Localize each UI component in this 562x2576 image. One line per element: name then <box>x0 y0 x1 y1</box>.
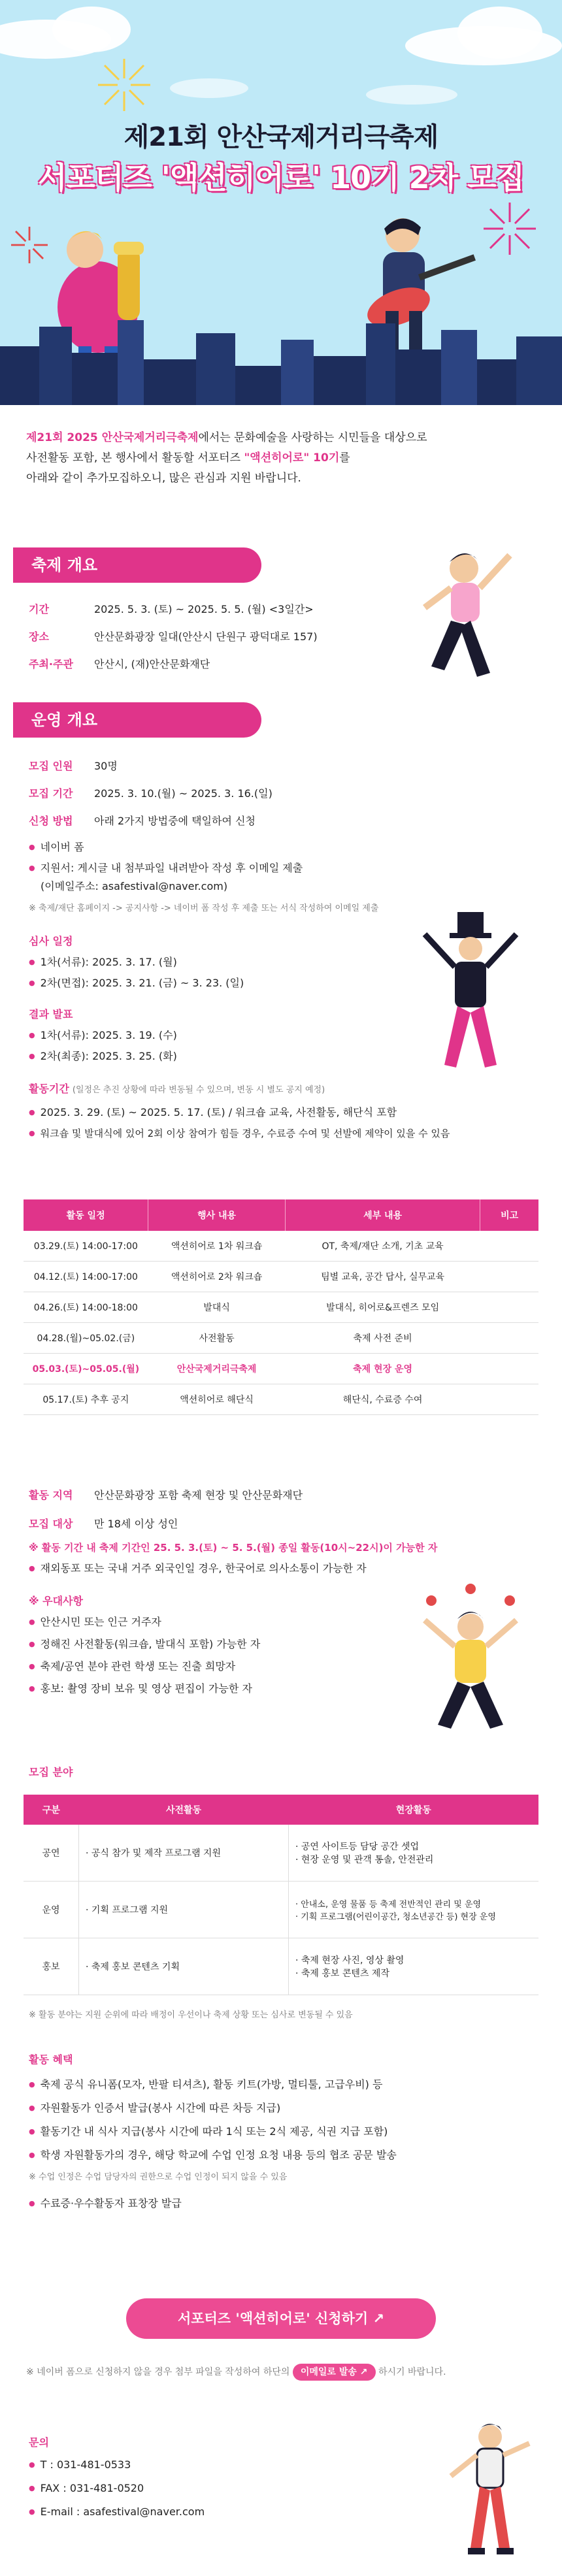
op-result-item: ● 1차(서류): 2025. 3. 19. (수) <box>29 1027 177 1044</box>
table-row: 04.12.(토) 14:00-17:00 액션히어로 2차 워크숍 팀별 교육, 공간 답사, 실무교육 <box>24 1262 538 1292</box>
op-method-note: ※ 축제/재단 홈페이지 -> 공지사항 -> 네이버 폼 작성 후 제출 또는 서식 작성하여 이메일 제출 <box>29 904 379 913</box>
intro-festival-name: 제21회 2025 안산국제거리극축제 <box>26 431 199 444</box>
table-row: 05.17.(토) 추후 공지 액션히어로 해단식 해단식, 수료증 수여 <box>24 1384 538 1415</box>
performer-hat-illustration <box>412 908 529 1071</box>
schedule-header: 행사 내용 <box>148 1199 286 1231</box>
detail-eligibility: 모집 대상 만 18세 이상 성인 <box>29 1518 178 1530</box>
recruit-header: 구분 <box>24 1795 79 1825</box>
firework-icon <box>477 196 542 261</box>
op-period: 모집 기간 2025. 3. 10.(월) ~ 2025. 3. 16.(일) <box>29 787 273 800</box>
op-result-item: ● 2차(최종): 2025. 3. 25. (화) <box>29 1048 177 1065</box>
op-method-item: ● 지원서: 게시글 내 첨부파일 내려받아 작성 후 이메일 제출 <box>29 860 303 877</box>
schedule-header: 비고 <box>480 1199 538 1231</box>
hero-title-line2: 서포터즈 '액션히어로' 10기 2차 모집 <box>38 160 524 195</box>
schedule-table <box>24 1199 538 1415</box>
overview-row-period: 기간 2025. 5. 3. (토) ~ 2025. 5. 5. (월) <3일간> <box>29 603 314 615</box>
op-screening-label: 심사 일정 <box>29 935 73 947</box>
firework-icon <box>91 52 157 118</box>
dancer-illustration <box>392 542 523 686</box>
city-skyline-illustration <box>0 314 562 405</box>
op-screening-item: ● 2차(면접): 2025. 3. 21. (금) ~ 3. 23. (일) <box>29 975 244 992</box>
recruit-header: 사전활동 <box>79 1795 289 1825</box>
benefit-item: ● 학생 자원활동가의 경우, 해당 학교에 수업 인정 요청 내용 등의 협조 공문 발송 <box>29 2147 397 2164</box>
pref-item: ● 홍보: 촬영 장비 보유 및 영상 편집이 가능한 자 <box>29 1680 252 1697</box>
contact-fax: ● FAX : 031-481-0520 <box>29 2480 144 2497</box>
op-method-email: (이메일주소: asafestival@naver.com) <box>41 880 228 892</box>
schedule-header: 세부 내용 <box>285 1199 480 1231</box>
hero-title-line1: 제21회 안산국제거리극축제 <box>124 122 438 152</box>
benefit-item: ● 수료증·우수활동자 표창장 발급 <box>29 2195 182 2212</box>
benefit-note: ※ 수업 인정은 수업 담당자의 권한으로 수업 인정이 되지 않을 수 있음 <box>29 2172 288 2182</box>
table-row: 05.03.(토)~05.05.(월) 안산국제거리극축제 축제 현장 운영 <box>24 1354 538 1384</box>
intro-line2a: 사전활동 포함, 본 행사에서 활동할 서포터즈 <box>26 451 244 465</box>
detail-eligibility-warning: ※ 활동 기간 내 축제 기간인 25. 5. 3.(토) ~ 5. 5.(월) 종일 활동(10시~22시)이 가능한 자 <box>29 1542 438 1554</box>
intro-line1: 에서는 문화예술을 사랑하는 시민들을 대상으로 <box>198 431 427 444</box>
table-row: 03.29.(토) 14:00-17:00 액션히어로 1차 워크숍 OT, 축제/재단 소개, 기초 교육 <box>24 1231 538 1262</box>
section-header-operation: 운영 개요 <box>13 702 261 738</box>
section-header-overview: 축제 개요 <box>13 547 261 583</box>
intro-line2b: 를 <box>339 451 350 465</box>
email-note: ※ 네이버 폼으로 신청하지 않을 경우 첨부 파일을 작성하여 하단의 이메일로 발송 ↗ 하시기 바랍니다. <box>26 2364 446 2381</box>
juggler-illustration <box>405 1581 536 1731</box>
op-method-item: ● 네이버 폼 <box>29 839 84 856</box>
pref-item: ● 축제/공연 분야 관련 학생 또는 진출 희망자 <box>29 1658 235 1675</box>
detail-area: 활동 지역 안산문화광장 포함 축제 현장 및 안산문화재단 <box>29 1489 303 1501</box>
intro-text <box>26 428 549 489</box>
intro-supporter-name: "액션히어로" 10기 <box>244 451 340 465</box>
overview-row-host: 주최·주관 안산시, (재)안산문화재단 <box>29 658 210 670</box>
intro-line3: 아래와 같이 추가모집하오니, 많은 관심과 지원 바랍니다. <box>26 472 301 485</box>
benefit-item: ● 활동기간 내 식사 지급(봉사 시간에 따라 1식 또는 2식 제공, 식권 지급 포함) <box>29 2123 388 2140</box>
op-activity-item: ● 워크숍 및 발대식에 있어 2회 이상 참여가 힘들 경우, 수료증 수여 및 선발에 제약이 있을 수 있음 <box>29 1125 450 1142</box>
table-row: 공연 · 공식 참가 및 제작 프로그램 지원 · 공연 사이트등 담당 공간 셋업 · 현장 운영 및 관객 통솔, 안전관리 <box>24 1825 538 1882</box>
pref-item: ● 안산시민 또는 인근 거주자 <box>29 1614 161 1631</box>
contact-label: 문의 <box>29 2436 49 2449</box>
op-activity-item: ● 2025. 3. 29. (토) ~ 2025. 5. 17. (토) / 워크숍 교육, 사전활동, 해단식 포함 <box>29 1104 397 1121</box>
recruit-note: ※ 활동 분야는 지원 순위에 따라 배정이 우선이나 축제 상황 또는 심사로 변동될 수 있음 <box>29 2010 353 2020</box>
apply-button[interactable]: 서포터즈 '액션히어로' 신청하기 ↗ <box>126 2298 436 2339</box>
benefit-item: ● 자원활동가 인증서 발급(봉사 시간에 따른 차등 지급) <box>29 2100 280 2117</box>
op-method: 신청 방법 아래 2가지 방법중에 택일하여 신청 <box>29 815 256 827</box>
table-row: 04.26.(토) 14:00-18:00 발대식 발대식, 히어로&프렌즈 모임 <box>24 1292 538 1323</box>
benefits-label: 활동 혜택 <box>29 2053 73 2066</box>
contact-phone: ● T : 031-481-0533 <box>29 2456 131 2473</box>
table-row: 04.28.(월)~05.02.(금) 사전활동 축제 사전 준비 <box>24 1323 538 1354</box>
recruit-header: 현장활동 <box>289 1795 539 1825</box>
table-row: 운영 · 기획 프로그램 지원 · 안내소, 운영 물품 등 축제 전반적인 관리 및 운영 · 기획 프로그램(어린이공간, 청소년공간 등) 현장 운영 <box>24 1882 538 1938</box>
schedule-header: 활동 일정 <box>24 1199 148 1231</box>
external-link-icon: ↗ <box>372 2311 385 2326</box>
hero-banner <box>0 0 562 405</box>
op-screening-item: ● 1차(서류): 2025. 3. 17. (월) <box>29 954 177 971</box>
op-result-label: 결과 발표 <box>29 1008 73 1020</box>
op-count: 모집 인원 30명 <box>29 760 118 772</box>
email-send-button[interactable]: 이메일로 발송 ↗ <box>293 2364 376 2381</box>
pref-item: ● 정해진 사전활동(워크숍, 발대식 포함) 가능한 자 <box>29 1636 260 1653</box>
overview-row-venue: 장소 안산문화광장 일대(안산시 단원구 광덕대로 157) <box>29 630 318 643</box>
op-activity: 활동기간 (일정은 추진 상황에 따라 변동될 수 있으며, 변동 시 별도 공지 예정) <box>29 1083 325 1095</box>
performer-stilts-illustration <box>431 2417 542 2574</box>
recruit-table <box>24 1795 538 1995</box>
contact-email: ● E-mail : asafestival@naver.com <box>29 2503 205 2520</box>
benefit-item: ● 축제 공식 유니폼(모자, 반팔 티셔츠), 활동 키트(가방, 멀티툴, 고급우비) 등 <box>29 2076 382 2093</box>
recruit-label: 모집 분야 <box>29 1766 73 1778</box>
table-row: 홍보 · 축제 홍보 콘텐츠 기획 · 축제 현장 사진, 영상 촬영 · 축제 홍보 콘텐츠 제작 <box>24 1938 538 1995</box>
pref-label: ※ 우대사항 <box>29 1595 83 1607</box>
detail-eligibility-item: ● 재외동포 또는 국내 거주 외국인일 경우, 한국어로 의사소통이 가능한 자 <box>29 1560 367 1577</box>
